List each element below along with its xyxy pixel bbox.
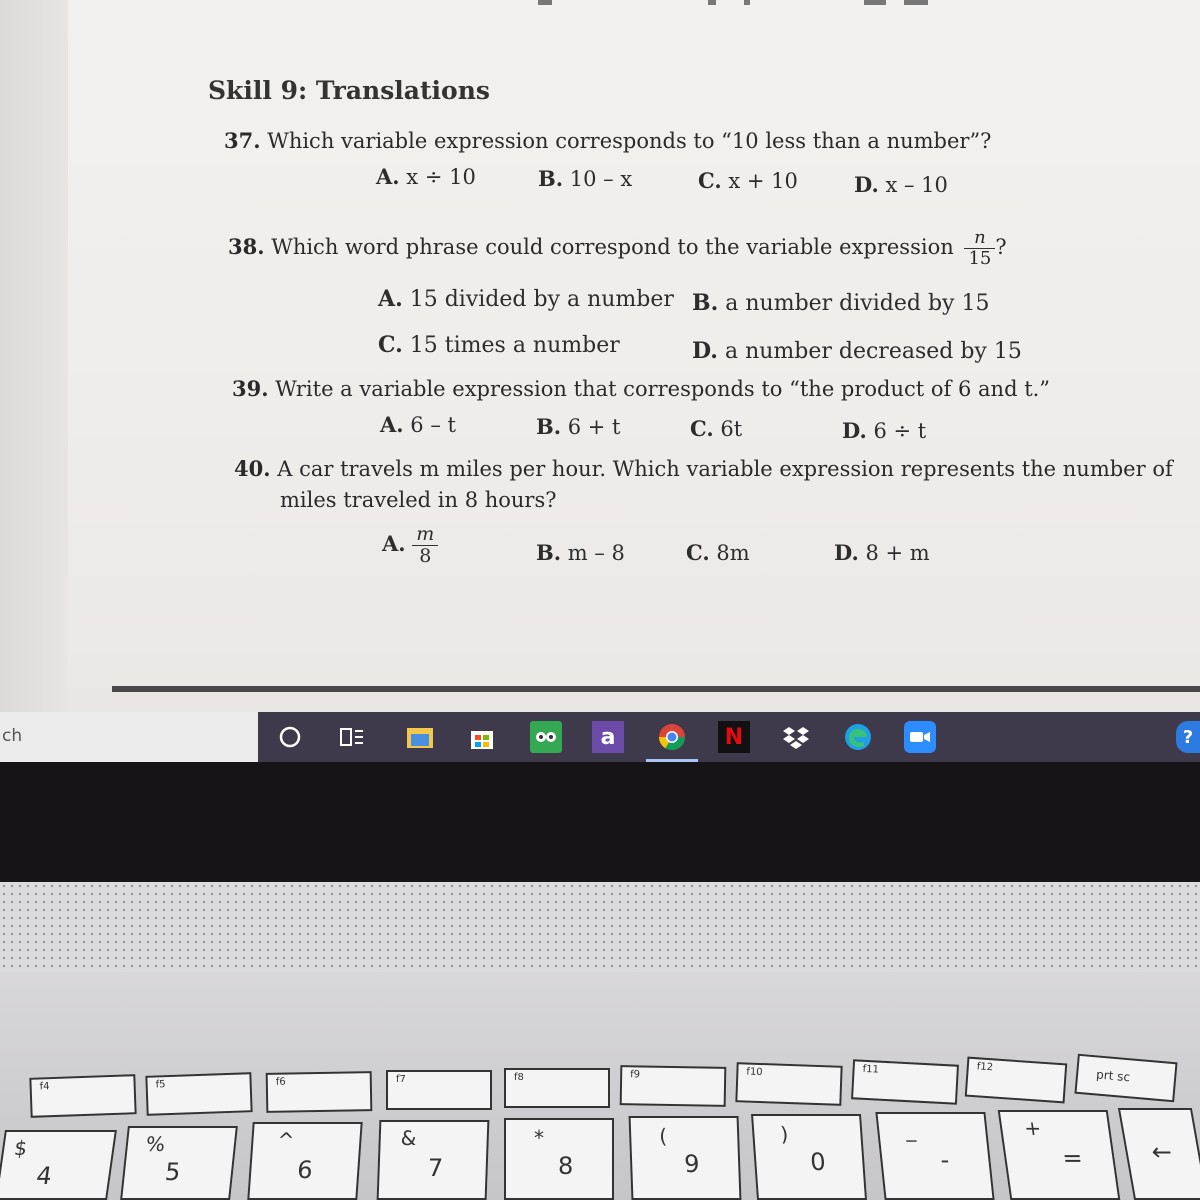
cropped-top-text xyxy=(68,0,1200,12)
search-placeholder: ch xyxy=(2,726,23,746)
question-text: Write a variable expression that corresponds to “the product of 6 and t.” xyxy=(275,377,1051,401)
q37-option-c: C. x + 10 xyxy=(698,168,798,193)
fraction-n-over-15: $\frac{n}{15}$ xyxy=(964,228,995,269)
dropbox-icon[interactable] xyxy=(780,721,812,753)
key-f4: f4 xyxy=(29,1074,136,1118)
question-number: 40. xyxy=(234,456,271,481)
q39-option-b: B. 6 + t xyxy=(536,414,621,439)
key-f12: f12 xyxy=(965,1057,1068,1104)
question-40-line-2: miles traveled in 8 hours? xyxy=(280,488,557,512)
question-number: 38. xyxy=(228,233,265,259)
q37-option-a: A. x ÷ 10 xyxy=(376,164,476,189)
chrome-icon[interactable] xyxy=(656,721,688,753)
question-text: Which word phrase could correspond to the variable expression xyxy=(271,234,954,259)
window-left-edge xyxy=(0,0,68,712)
q37-option-b: B. 10 – x xyxy=(538,166,633,191)
amazon-icon[interactable]: a xyxy=(592,721,624,753)
key-0: ) 0 xyxy=(751,1114,867,1200)
taskbar-search-box[interactable] xyxy=(0,712,258,762)
question-40 xyxy=(234,456,1173,481)
key-print-screen: prt sc xyxy=(1074,1054,1177,1103)
key-f8: f8 xyxy=(504,1068,610,1108)
question-37 xyxy=(224,128,991,153)
microsoft-store-icon[interactable] xyxy=(466,721,498,753)
key-8: * 8 xyxy=(504,1118,614,1200)
q38-option-b: B. a number divided by 15 xyxy=(692,290,990,316)
question-38: 38. Which word phrase could correspond to the variable expression $\frac{n}{15}$ ? xyxy=(228,227,1007,269)
question-39 xyxy=(232,376,1050,401)
key-f9: f9 xyxy=(620,1065,727,1107)
key-f11: f11 xyxy=(851,1059,959,1104)
q37-option-d: D. x – 10 xyxy=(854,172,948,197)
question-number: 39. xyxy=(232,376,269,401)
q39-option-a: A. 6 – t xyxy=(380,412,456,437)
edge-browser-icon[interactable] xyxy=(842,721,874,753)
q38-option-d: D. a number decreased by 15 xyxy=(692,338,1022,364)
q40-option-b: B. m – 8 xyxy=(536,540,625,565)
tripadvisor-icon[interactable] xyxy=(530,721,562,753)
key-4: $ 4 xyxy=(0,1130,117,1200)
page-title: Skill 9: Translations xyxy=(208,76,490,105)
q39-option-c: C. 6t xyxy=(690,416,743,441)
key-f7: f7 xyxy=(386,1070,492,1110)
key-backspace: ← xyxy=(1118,1108,1200,1200)
cortana-icon[interactable] xyxy=(274,721,306,753)
question-number: 37. xyxy=(224,128,261,153)
netflix-icon[interactable]: N xyxy=(718,721,750,753)
q39-option-d: D. 6 ÷ t xyxy=(842,418,927,443)
q40-option-d: D. 8 + m xyxy=(834,540,930,565)
key-7: & 7 xyxy=(377,1120,490,1200)
zoom-icon[interactable] xyxy=(904,721,936,753)
question-text: Which variable expression corresponds to “10 less than a number”? xyxy=(267,129,992,153)
key-f6: f6 xyxy=(266,1071,373,1113)
key-equals: + = xyxy=(998,1110,1121,1200)
task-view-icon[interactable] xyxy=(336,721,368,753)
help-icon[interactable]: ? xyxy=(1176,721,1200,753)
document-bottom-rule xyxy=(112,686,1200,692)
file-explorer-icon[interactable] xyxy=(404,721,436,753)
key-f10: f10 xyxy=(735,1062,842,1106)
fraction-m-over-8: $\frac{m}{8}$ xyxy=(412,524,438,567)
q40-option-a: A. $\frac{m}{8}$ xyxy=(382,524,438,567)
laptop-bezel xyxy=(0,762,1200,882)
question-text-line-1: A car travels m miles per hour. Which variable expression represents the number of xyxy=(277,457,1173,481)
q38-option-c: C. 15 times a number xyxy=(378,332,620,358)
windows-taskbar xyxy=(0,712,1200,762)
key-minus: _ - xyxy=(875,1112,994,1200)
key-9: ( 9 xyxy=(629,1116,742,1200)
key-6: ^ 6 xyxy=(247,1122,362,1200)
key-f5: f5 xyxy=(145,1072,252,1116)
q38-option-a: A. 15 divided by a number xyxy=(378,286,674,312)
q40-option-c: C. 8m xyxy=(686,540,750,565)
speaker-grille xyxy=(0,882,1200,972)
key-5: % 5 xyxy=(120,1126,238,1200)
